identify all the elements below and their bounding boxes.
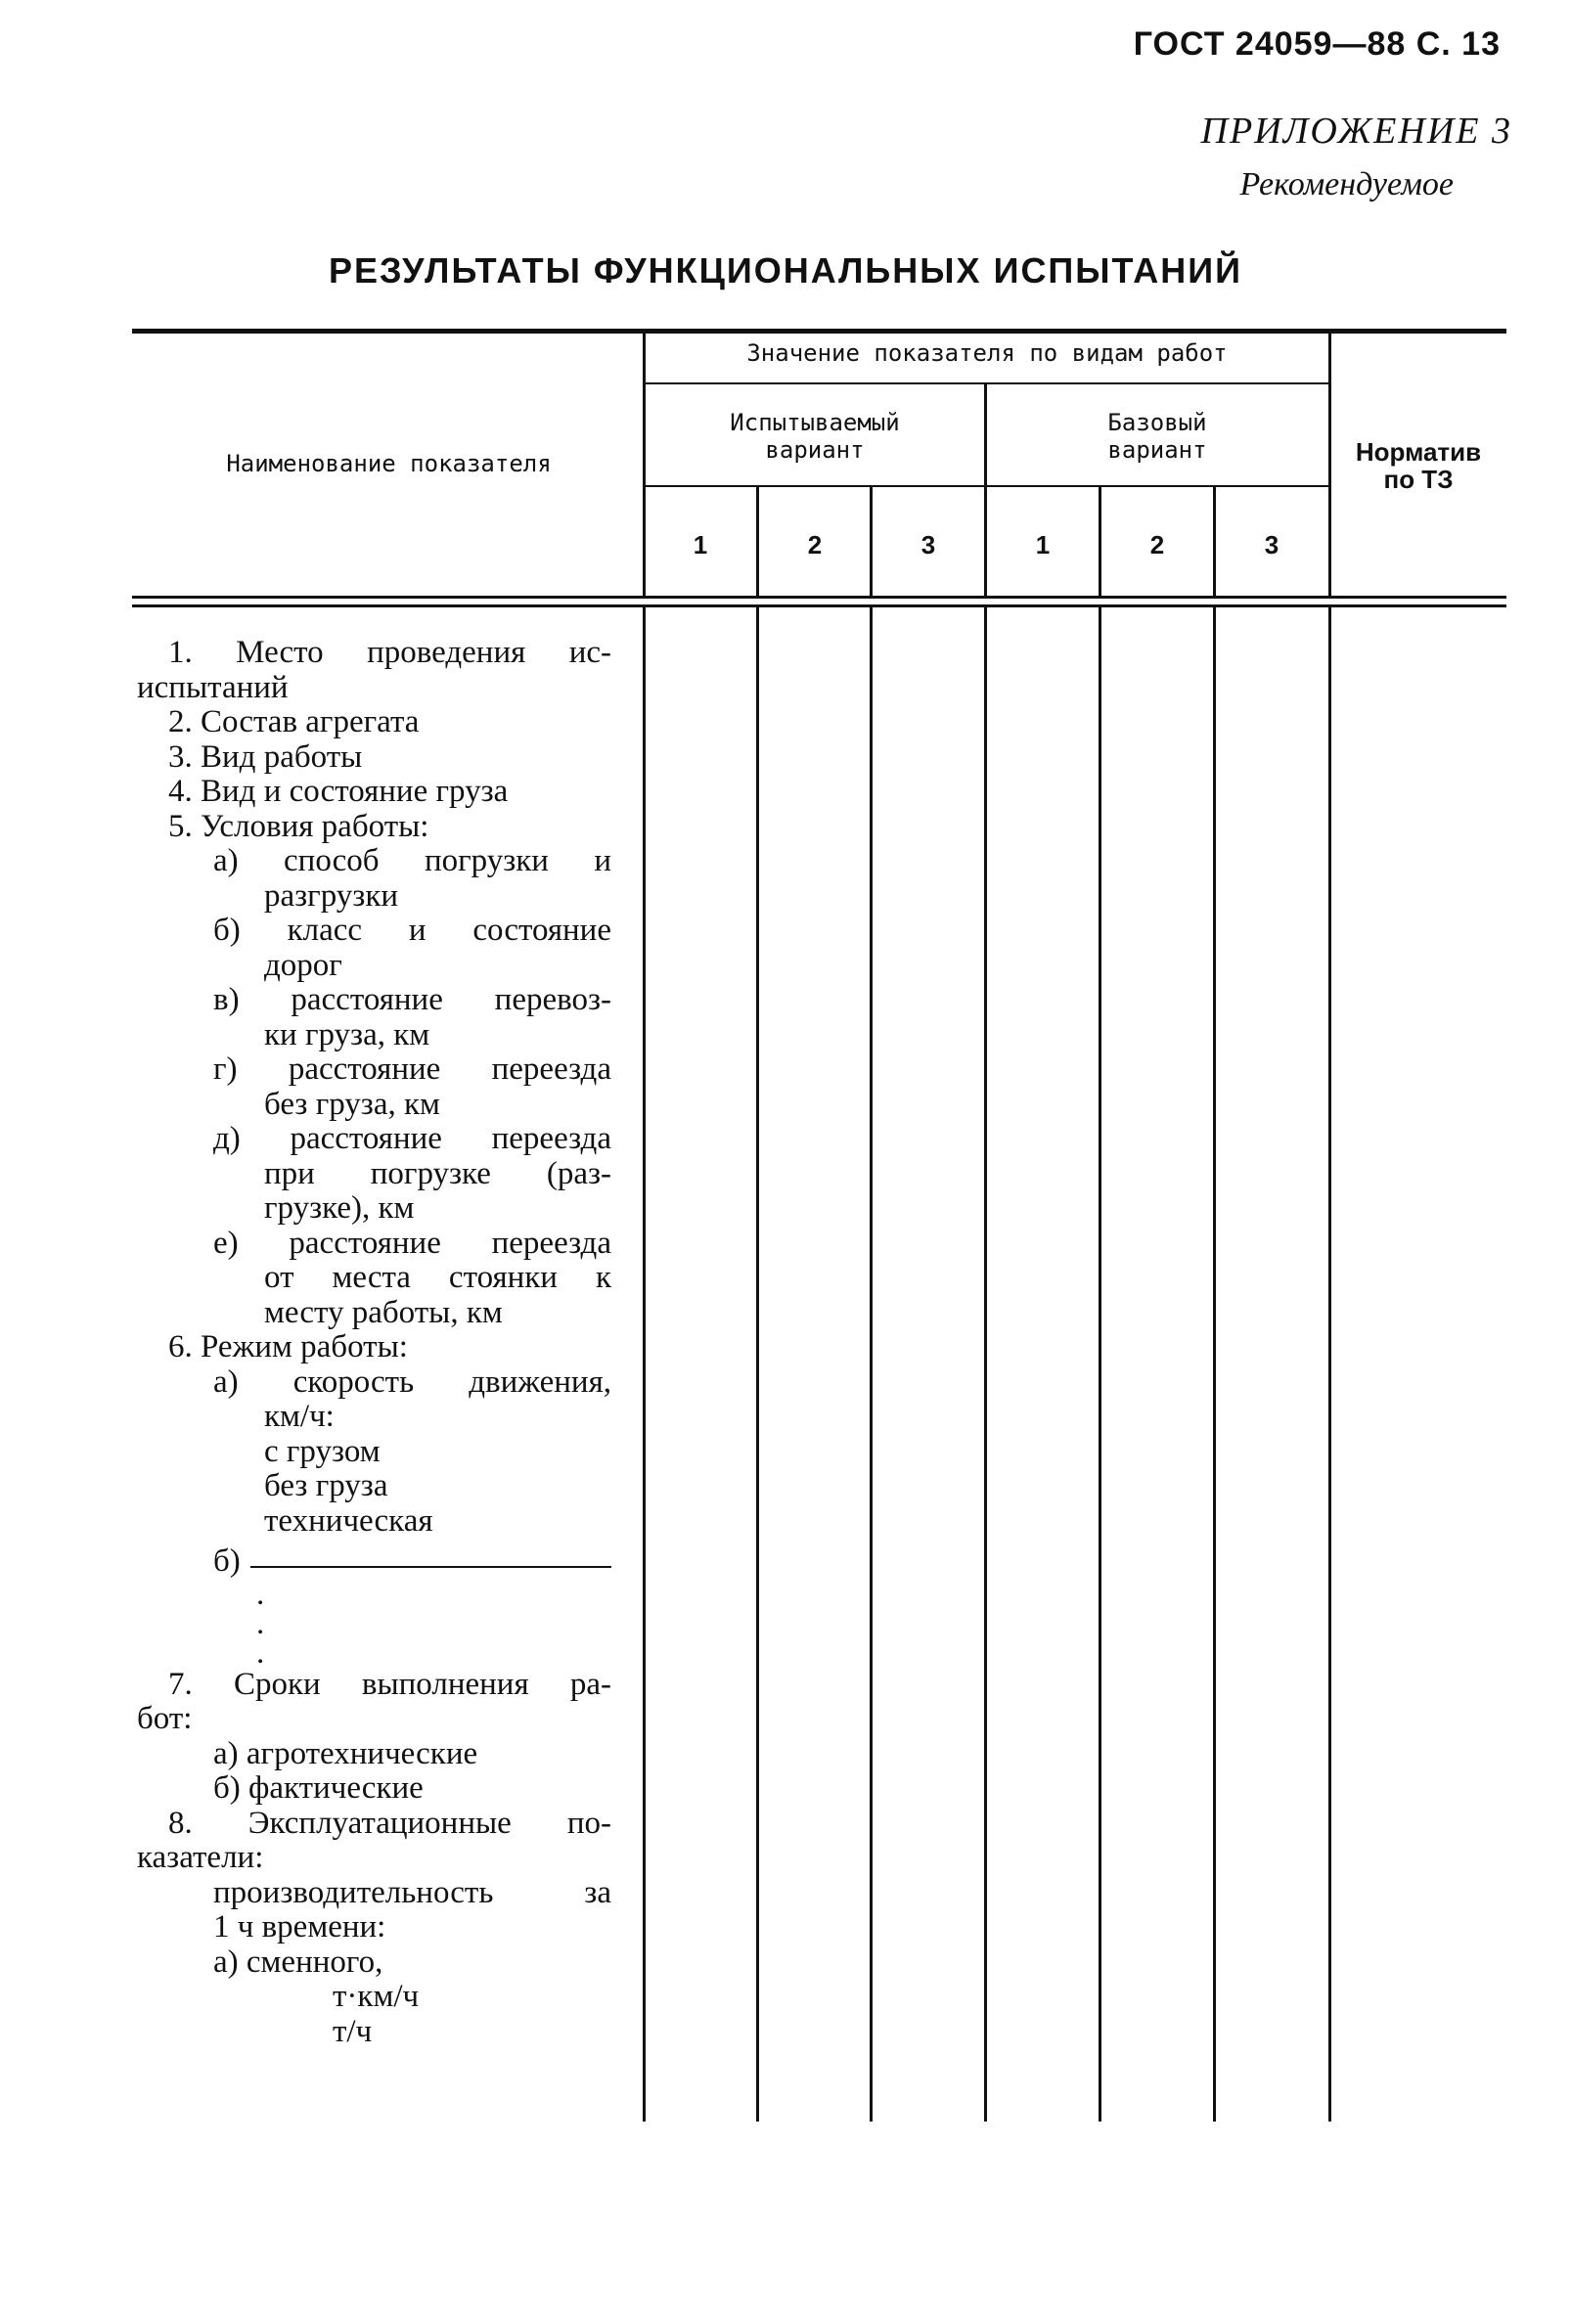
row-5e-cont-2: грузке), км [264, 1190, 415, 1226]
page-title: РЕЗУЛЬТАТЫ ФУНКЦИОНАЛЬНЫХ ИСПЫТАНИЙ [328, 250, 1243, 290]
row-5e: д) расстояние переезда [213, 1121, 611, 1156]
appendix-label: ПРИЛОЖЕНИЕ 3 [1200, 111, 1512, 152]
row-5d-cont: без груза, км [264, 1086, 440, 1122]
header-vline-6 [1099, 487, 1101, 596]
row-2: 2. Состав агрегата [168, 704, 420, 739]
subcol-tested-1: 1 [693, 530, 708, 559]
header-bottom-rule-2 [132, 604, 1506, 607]
row-5b: б) класс и состояние [213, 913, 611, 948]
base-variant-line-2: вариант [1107, 436, 1207, 464]
norm-line-2: по ТЗ [1383, 465, 1454, 494]
column-header-group: Значение показателя по видам работ [746, 339, 1228, 367]
row-6b [137, 1544, 611, 1580]
body-vline-5 [1099, 607, 1101, 2122]
column-header-base-variant [988, 409, 1326, 464]
tested-variant-line-1: Испытываемый [730, 409, 900, 436]
row-1-cont: испытаний [137, 669, 289, 705]
norm-line-1: Норматив [1355, 437, 1482, 467]
subcol-tested-3: 3 [920, 530, 936, 559]
subcol-base-2: 2 [1149, 530, 1165, 559]
row-3: 3. Вид работы [168, 738, 363, 775]
row-5f-cont-2: месту работы, км [264, 1294, 503, 1330]
header-vline-5 [870, 487, 873, 596]
row-5a: а) способ погрузки и [213, 843, 611, 878]
base-variant-line-1: Базовый [1107, 409, 1207, 436]
tested-variant-line-2: вариант [765, 436, 865, 464]
row-7b: б) фактические [213, 1770, 424, 1806]
row-5a-cont: разгрузки [264, 877, 399, 914]
row-7: 7. Сроки выполнения ра- [168, 1666, 611, 1702]
row-8a-unit-1: т·км/ч [333, 1979, 420, 2014]
row-7-cont: бот: [137, 1701, 193, 1736]
group-header-rule [646, 382, 1330, 384]
row-5e-cont-1: при погрузке (раз- [264, 1155, 611, 1191]
table-top-rule [132, 329, 1506, 334]
header-vline-4 [756, 487, 759, 596]
header-vline-2 [1328, 334, 1331, 596]
row-1: 1. Место проведения ис- [168, 635, 611, 670]
row-5f: е) расстояние переезда [213, 1225, 611, 1261]
indicator-list [137, 636, 611, 2049]
row-5b-cont: дорог [264, 947, 342, 983]
row-6a-loaded: с грузом [264, 1433, 381, 1469]
row-5f-cont-1: от места стоянки к [264, 1260, 611, 1295]
row-6b-label: б) [213, 1543, 241, 1579]
ellipsis-dot-1: . [256, 1576, 265, 1612]
header-vline-3 [984, 384, 987, 596]
body-vline-4 [984, 607, 987, 2122]
row-8-per-hour: 1 ч времени: [213, 1909, 386, 1944]
column-header-norm [1332, 438, 1504, 493]
body-vline-2 [756, 607, 759, 2122]
row-6a: а) скорость движения, [213, 1363, 611, 1400]
row-8a-unit-2: т/ч [333, 2013, 373, 2049]
row-7a: а) агротехнические [213, 1735, 478, 1771]
column-header-tested-variant [648, 409, 982, 464]
blank-line [250, 1566, 611, 1568]
row-6a-cont: км/ч: [264, 1399, 335, 1434]
row-5d: г) расстояние переезда [213, 1051, 611, 1087]
row-8: 8. Эксплуатационные по- [168, 1805, 611, 1841]
header-bottom-rule-1 [132, 596, 1506, 599]
body-vline-3 [870, 607, 873, 2122]
appendix-status: Рекомендуемое [1239, 166, 1454, 202]
row-4: 4. Вид и состояние груза [168, 774, 509, 809]
row-8-cont: казатели: [137, 1840, 264, 1875]
row-6: 6. Режим работы: [168, 1329, 408, 1364]
body-vline-1 [643, 607, 646, 2122]
variant-header-rule [646, 485, 1330, 487]
body-vline-6 [1213, 607, 1216, 2122]
row-8a: а) сменного, [213, 1944, 383, 1980]
ellipsis-dot-2: . [256, 1605, 265, 1641]
subcol-base-3: 3 [1264, 530, 1279, 559]
subcol-base-1: 1 [1035, 530, 1051, 559]
row-5c-cont: ки груза, км [264, 1016, 430, 1052]
subcol-tested-2: 2 [807, 530, 823, 559]
header-vline-7 [1213, 487, 1216, 596]
ellipsis-dot-3: . [256, 1634, 265, 1671]
row-6a-unloaded: без груза [264, 1468, 388, 1503]
document-reference: ГОСТ 24059—88 С. 13 [1133, 25, 1501, 63]
row-8-productivity: производительность за [213, 1874, 611, 1910]
body-vline-7 [1328, 607, 1331, 2122]
column-header-indicator: Наименование показателя [226, 450, 552, 477]
row-5: 5. Условия работы: [168, 808, 429, 844]
row-6a-technical: техническая [264, 1502, 433, 1539]
header-vline-1 [643, 334, 646, 596]
row-5c: в) расстояние перевоз- [213, 982, 611, 1017]
